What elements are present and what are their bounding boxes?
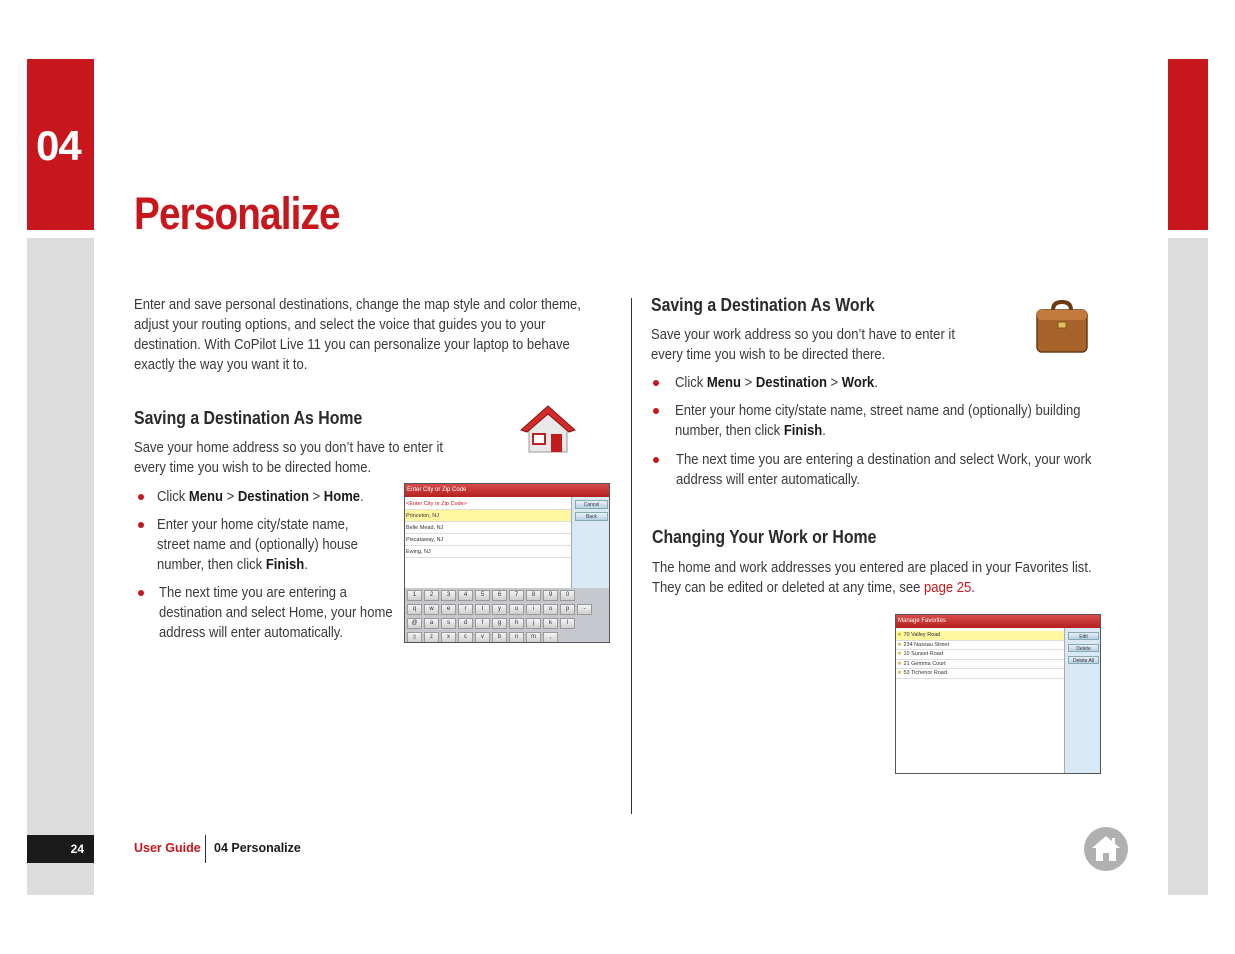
keyboard-key[interactable]: j [526, 618, 541, 629]
star-icon: ★ [897, 641, 904, 648]
keyboard-key[interactable]: 9 [543, 590, 558, 601]
work-heading: Saving a Destination As Work [651, 295, 875, 315]
keyboard-key[interactable]: 1 [407, 590, 422, 601]
favorite-item[interactable]: ★ 70 Valley Road [896, 631, 1064, 641]
footer-guide-link[interactable]: User Guide [134, 841, 201, 855]
chapter-number: 04 [36, 122, 81, 169]
star-icon: ★ [897, 660, 904, 667]
house-icon [519, 404, 577, 456]
favorites-screen-title: Manage Favorites [896, 615, 1100, 628]
left-margin-bar [27, 238, 94, 895]
right-accent-bar [1168, 59, 1208, 230]
star-icon: ★ [897, 632, 904, 638]
page-25-link[interactable]: page 25 [924, 580, 972, 596]
keyboard-key[interactable]: f [475, 618, 490, 629]
keyboard-key[interactable]: v [475, 632, 490, 643]
keyboard-key[interactable]: g [492, 618, 507, 629]
city-list-item[interactable]: Belle Mead, NJ [405, 522, 571, 534]
work-description: Save your work address so you don’t have to enter it every time you wish to be directed there. [651, 327, 955, 363]
keyboard-key[interactable]: y [492, 604, 507, 615]
keyboard-key[interactable]: 2 [424, 590, 439, 601]
keyboard-key[interactable]: w [424, 604, 439, 615]
footer-chapter-label: 04 Personalize [214, 841, 301, 855]
keyboard-key[interactable]: r [458, 604, 473, 615]
keyboard-key[interactable]: e [441, 604, 456, 615]
keyboard-key[interactable]: t [475, 604, 490, 615]
keyboard-key[interactable]: p [560, 604, 575, 615]
page-title: Personalize [134, 188, 340, 239]
keyboard-key[interactable]: q [407, 604, 422, 615]
keyboard-key[interactable]: d [458, 618, 473, 629]
city-list-item[interactable]: Princeton, NJ [405, 510, 571, 522]
keyboard-key[interactable]: c [458, 632, 473, 643]
keyboard-key[interactable]: 0 [560, 590, 575, 601]
keyboard-key[interactable]: o [543, 604, 558, 615]
home-heading: Saving a Destination As Home [134, 408, 363, 428]
manage-favorites-screenshot [895, 614, 1101, 774]
favorite-item[interactable]: ★ 53 Tichenor Road [896, 669, 1064, 679]
keyboard-key[interactable]: 8 [526, 590, 541, 601]
keyboard-key[interactable]: m [526, 632, 541, 643]
change-paragraph: The home and work addresses you entered are placed in your Favorites list. They can be edited or deleted at any time, see page 25. [652, 560, 1092, 596]
page-number: 24 [27, 835, 94, 863]
keyboard-key[interactable]: ⇧ [407, 632, 422, 643]
city-entry-screenshot [404, 483, 610, 643]
favorites-button-delete-all[interactable]: Delete All [1068, 656, 1099, 664]
city-screen-button-back[interactable]: Back [575, 512, 608, 521]
favorites-button-edit[interactable]: Edit [1068, 632, 1099, 640]
keyboard-key[interactable]: z [424, 632, 439, 643]
keyboard-key[interactable]: l [560, 618, 575, 629]
keyboard-key[interactable]: 5 [475, 590, 490, 601]
home-button[interactable] [1084, 827, 1128, 871]
keyboard-key[interactable]: x [441, 632, 456, 643]
keyboard-key[interactable]: 7 [509, 590, 524, 601]
keyboard-key[interactable]: 4 [458, 590, 473, 601]
city-list-item[interactable]: Ewing, NJ [405, 546, 571, 558]
keyboard-key[interactable]: - [577, 604, 592, 615]
favorites-button-delete[interactable]: Delete [1068, 644, 1099, 652]
favorite-item[interactable]: ★ 234 Nassau Street [896, 641, 1064, 651]
footer-separator [205, 835, 206, 863]
keyboard-key[interactable]: u [509, 604, 524, 615]
keyboard-key[interactable]: , [543, 632, 558, 643]
keyboard-key[interactable]: i [526, 604, 541, 615]
keyboard-key[interactable]: a [424, 618, 439, 629]
briefcase-icon [1033, 298, 1091, 356]
keyboard-key[interactable]: s [441, 618, 456, 629]
city-list-item[interactable]: <Enter City or Zip Code> [405, 498, 571, 510]
keyboard-key[interactable]: h [509, 618, 524, 629]
intro-paragraph: Enter and save personal destinations, change the map style and color theme, adjust your routing options, and select the voice that guides you to your destination. With CoPilot Live 11 you can personalize your laptop to behave exactly the way you want it to. [134, 297, 581, 373]
right-margin-bar [1168, 238, 1208, 895]
keyboard-key[interactable]: 3 [441, 590, 456, 601]
keyboard-key[interactable]: 6 [492, 590, 507, 601]
city-screen-button-cancel[interactable]: Cancel [575, 500, 608, 509]
favorite-item[interactable]: ★ 21 Gemma Court [896, 660, 1064, 670]
keyboard-key[interactable]: @ [407, 618, 422, 629]
column-divider [631, 298, 632, 814]
on-screen-keyboard [405, 588, 609, 642]
home-description: Save your home address so you don’t have to enter it every time you wish to be directed home. [134, 440, 444, 476]
keyboard-key[interactable]: n [509, 632, 524, 643]
keyboard-key[interactable]: k [543, 618, 558, 629]
home-icon [1084, 827, 1128, 871]
change-heading: Changing Your Work or Home [652, 527, 877, 547]
star-icon: ★ [897, 651, 904, 657]
city-screen-title: Enter City or Zip Code [405, 484, 609, 497]
keyboard-key[interactable]: b [492, 632, 507, 643]
star-icon: ★ [897, 670, 904, 676]
favorite-item[interactable]: ★ 10 Sunset Road [896, 650, 1064, 660]
city-list-item[interactable]: Piscataway, NJ [405, 534, 571, 546]
